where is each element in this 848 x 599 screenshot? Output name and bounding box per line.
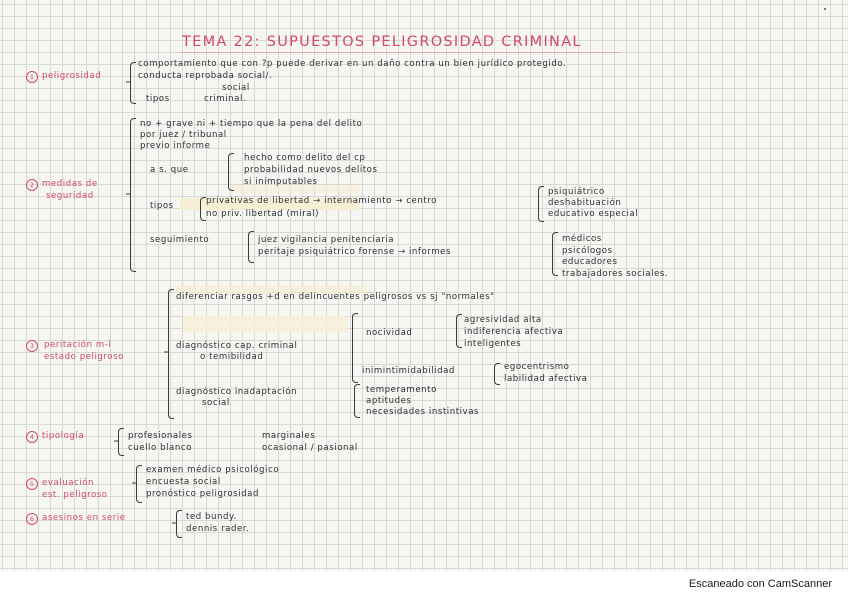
note-line: trabajadores sociales.	[562, 269, 669, 279]
section-heading-medidas: medidas de	[42, 179, 98, 189]
note-line: a s. que	[150, 165, 189, 175]
note-line: médicos	[562, 234, 602, 244]
title-underline	[180, 52, 620, 53]
note-line: encuesta social	[146, 477, 221, 487]
brace	[130, 118, 136, 272]
brace	[456, 314, 462, 348]
brace	[118, 428, 124, 456]
note-line: social	[222, 83, 250, 93]
section-heading-peritacion: peritación m-l	[44, 340, 112, 350]
brace	[130, 62, 136, 104]
section-heading-tipologia: tipología	[42, 431, 85, 441]
brace	[248, 231, 254, 263]
note-line: criminal.	[204, 94, 247, 104]
brace	[494, 363, 500, 385]
section-heading-evaluacion-2: est. peligroso	[42, 490, 108, 500]
brace	[168, 289, 174, 419]
note-line: diagnóstico inadaptación	[176, 387, 298, 397]
section-number-badge: 4	[26, 431, 38, 443]
note-line: ocasional / pasional	[262, 443, 358, 453]
brace	[352, 313, 358, 383]
highlight-mark	[183, 316, 348, 332]
note-line: seguimiento	[150, 235, 210, 245]
note-line: social	[202, 398, 230, 408]
note-line: tipos	[150, 201, 174, 211]
brace	[136, 465, 142, 503]
note-line: inteligentes	[464, 339, 522, 349]
note-line: si inimputables	[244, 177, 318, 187]
note-line: egocentrismo	[504, 362, 570, 372]
note-line: comportamiento que con ?p puede derivar en un daño contra un bien jurídico protegido.	[138, 59, 567, 69]
note-line: no priv. libertad (miral)	[206, 209, 319, 219]
note-line: necesidades instintivas	[366, 407, 480, 417]
note-line: probabilidad nuevos delitos	[244, 165, 378, 175]
note-line: psicólogos	[562, 246, 613, 256]
note-line: agresividad alta	[464, 315, 542, 325]
brace	[552, 232, 558, 276]
note-line: ted bundy.	[186, 512, 237, 522]
note-line: cuello blanco	[128, 443, 192, 453]
note-line: psiquiátrico	[548, 187, 605, 197]
brace	[354, 384, 360, 418]
note-line: nocividad	[366, 328, 413, 338]
note-line: educativo especial	[548, 209, 639, 219]
note-line: pronóstico peligrosidad	[146, 489, 259, 499]
note-line: inimintimidabilidad	[362, 366, 455, 376]
page-title: TEMA 22: SUPUESTOS PELIGROSIDAD CRIMINAL	[182, 34, 582, 50]
note-line: diagnóstico cap. criminal	[176, 341, 298, 351]
note-line: indiferencia afectiva	[464, 327, 564, 337]
paper-speck	[824, 8, 826, 10]
note-line: juez vigilancia penitenciaria	[258, 235, 395, 245]
note-line: deshabituación	[548, 198, 622, 208]
section-number-badge: 5	[26, 478, 38, 490]
brace	[228, 153, 234, 191]
section-number-badge: 3	[26, 340, 38, 352]
note-line: tipos	[146, 94, 170, 104]
note-line: marginales	[262, 431, 316, 441]
section-number-badge: 1	[26, 71, 38, 83]
section-heading-peritacion-2: estado peligroso	[44, 352, 124, 362]
section-number-badge: 6	[26, 513, 38, 525]
section-heading-asesinos: asesinos en serie	[42, 513, 126, 523]
note-line: temperamento	[366, 385, 437, 395]
section-heading-evaluacion: evaluación	[42, 478, 95, 488]
brace	[176, 510, 182, 538]
note-line: conducta reprobada social/.	[138, 71, 273, 81]
note-line: o temibilidad	[200, 352, 264, 362]
scanner-watermark: Escaneado con CamScanner	[688, 578, 832, 590]
note-line: peritaje psiquiátrico forense → informes	[258, 247, 452, 257]
note-line: profesionales	[128, 431, 193, 441]
note-line: por juez / tribunal	[140, 130, 227, 140]
section-heading-peligrosidad: peligrosidad	[42, 71, 102, 81]
section-heading-medidas-2: seguridad	[46, 191, 94, 201]
note-line: hecho como delito del cp	[244, 153, 366, 163]
note-line: labilidad afectiva	[504, 374, 588, 384]
note-line: no + grave ni + tiempo que la pena del delito	[140, 119, 363, 129]
brace	[538, 186, 544, 222]
note-line: examen médico psicológico	[146, 465, 280, 475]
note-line: dennis rader.	[186, 524, 250, 534]
note-line: diferenciar rasgos +d en delincuentes peligrosos vs sj "normales"	[176, 292, 495, 302]
note-line: educadores	[562, 257, 618, 267]
note-line: privativas de libertad → internamiento → centro	[206, 196, 437, 206]
note-line: previo informe	[140, 141, 211, 151]
section-number-badge: 2	[26, 179, 38, 191]
note-line: aptitudes	[366, 396, 412, 406]
